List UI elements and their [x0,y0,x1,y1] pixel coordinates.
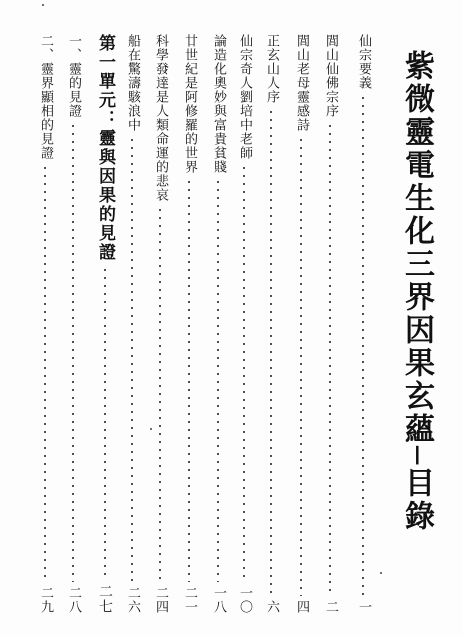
toc-entry-page: 二 [323,600,338,614]
leader-dots [300,136,302,596]
toc-entry-label: 仙宗要義 [356,34,371,90]
toc-entry-page: 四 [294,600,309,614]
leader-dots [217,178,219,582]
scan-speck [380,572,382,574]
leader-dots [104,266,106,580]
leader-dots [362,94,364,596]
leader-dots [44,164,46,582]
leader-dots [72,122,74,582]
toc-entry-label: 論造化奧妙與富貴貧賤 [211,34,226,174]
scan-speck [150,428,152,430]
toc-entry-label: 閭山老母靈感詩 [294,34,309,132]
leader-dots [270,108,272,596]
toc-entry [319,34,341,614]
leader-dots [329,122,331,596]
leader-dots [243,164,245,582]
toc-entry-page: 二一 [182,586,197,614]
toc-entry-label: 仙宗奇人劉培中老師 [237,34,252,160]
toc-entry [233,34,255,614]
toc-entry [260,34,282,614]
toc-entry-page: 二四 [153,586,168,614]
toc-entry-page: 一八 [211,586,226,614]
leader-dots [188,178,190,582]
toc-entry-label: 廿世紀是阿修羅的世界 [182,34,197,174]
toc-entry-label: 閭山仙佛宗序 [323,34,338,118]
toc-entry [207,34,229,614]
toc-entry [149,34,171,614]
toc-entry-page: 六 [264,600,279,614]
toc-entry [290,34,312,614]
toc-entry-page: 一 [356,600,371,614]
toc-entry-label: 科學發達是人類命運的悲哀 [153,34,168,202]
toc-entry-label: 一、靈的見證 [66,34,81,118]
toc-entry-page: 二九 [38,586,53,614]
toc-entry-page: 二八 [66,586,81,614]
toc-entry-label: 二、靈界顯相的見證 [38,34,53,160]
toc-entry [178,34,200,614]
scan-speck [42,4,44,6]
toc-entry [352,34,374,614]
leader-dots [159,206,161,582]
toc-entry-label: 第一單元：靈與因果的見證 [95,34,115,262]
toc-entry-page: 二七 [97,584,113,614]
toc-entry-label: 正玄山人序 [264,34,279,104]
toc-entry [62,34,84,614]
toc-entry [121,34,143,614]
page-title: 紫微靈電生化三界因果玄蘊─目錄 [399,50,434,534]
toc-section-heading [93,34,117,614]
toc-entry-page: 一〇 [237,586,252,614]
leader-dots [131,136,133,582]
toc-entry-label: 船在驚濤駭浪中 [125,34,140,132]
toc-entry-page: 二六 [125,586,140,614]
toc-entry [34,34,56,614]
